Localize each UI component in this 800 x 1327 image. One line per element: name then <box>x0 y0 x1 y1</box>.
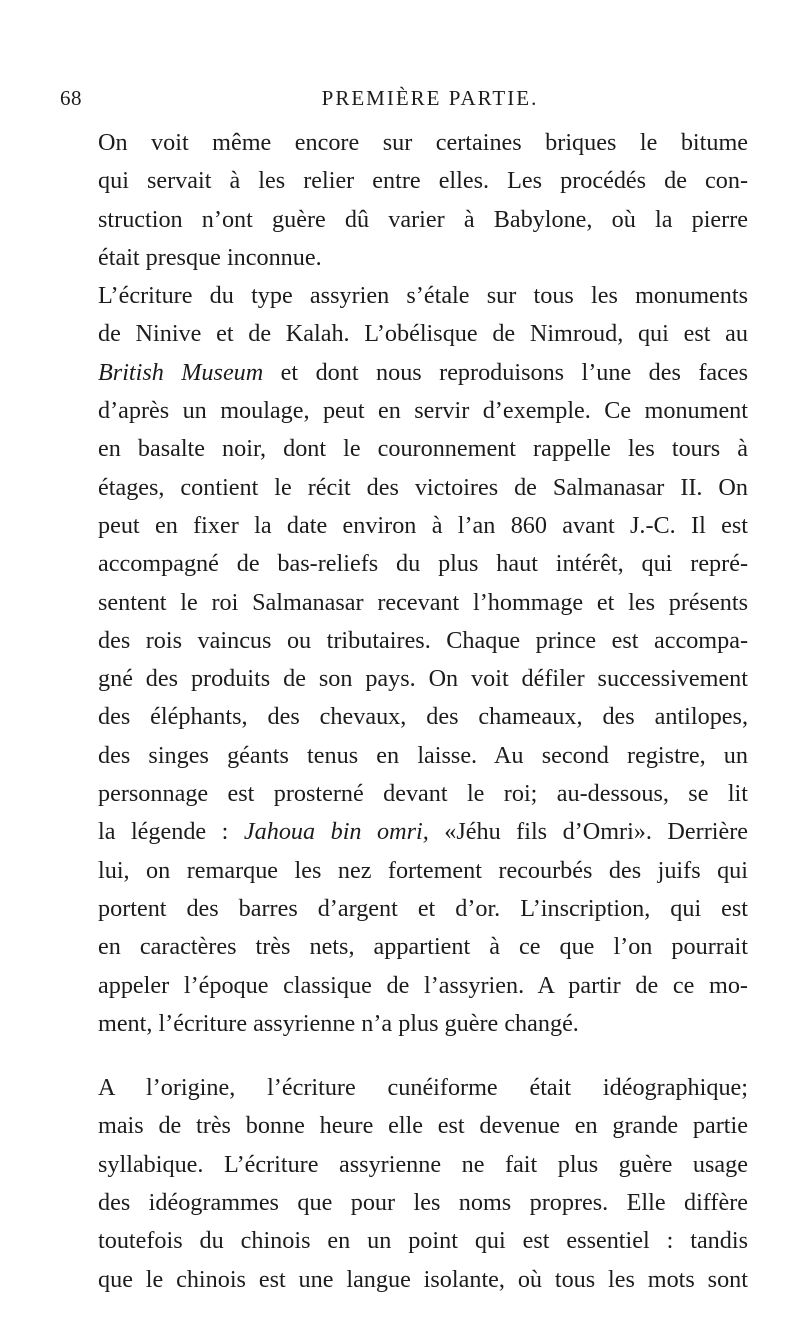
body-text <box>62 124 748 1299</box>
running-head: PREMIÈRE PARTIE. <box>321 86 539 110</box>
page-number: 68 <box>60 86 82 110</box>
text-line: des rois vaincus ou tributaires. Chaque prince est accompa- <box>98 626 748 654</box>
text-fragment: et dont nous reproduisons l’une des faces <box>263 358 749 386</box>
text-line: appeler l’époque classique de l’assyrien. A partir de ce mo- <box>98 971 748 999</box>
text-line: On voit même encore sur certaines briques le bitume <box>98 129 748 156</box>
text-line: ment, l’écriture assyrienne n’a plus guère changé. <box>98 1009 579 1037</box>
italic-museum-name: British Museum <box>98 358 264 386</box>
text-line: qui servait à les relier entre elles. Les procédés de con- <box>98 167 748 195</box>
text-line: en basalte noir, dont le couronnement rappelle les tours à <box>98 435 748 463</box>
text-line: syllabique. L’écriture assyrienne ne fait plus guère usage <box>98 1150 748 1178</box>
italic-inscription: Jahoua bin omri, <box>243 818 429 846</box>
text-line: lui, on remarque les nez fortement recourbés des juifs qui <box>98 856 748 884</box>
text-line: portent des barres d’argent et d’or. L’inscription, qui est <box>98 894 748 922</box>
text-line: accompagné de bas-reliefs du plus haut intérêt, qui repré- <box>98 550 748 578</box>
text-line: des idéogrammes que pour les noms propres. Elle diffère <box>98 1189 748 1217</box>
text-line: personnage est prosterné devant le roi; au-dessous, se lit <box>98 780 748 808</box>
text-line: gné des produits de son pays. On voit défiler successivement <box>98 665 748 693</box>
text-line: L’écriture du type assyrien s’étale sur tous les monuments <box>98 282 748 310</box>
text-line: des éléphants, des chevaux, des chameaux, des antilopes, <box>98 703 748 731</box>
text-line: en caractères très nets, appartient à ce que l’on pourrait <box>98 933 748 961</box>
paragraph-1 <box>62 124 748 277</box>
text-line: toutefois du chinois en un point qui est essentiel : tandis <box>98 1227 748 1255</box>
paragraph-spacer <box>62 1043 748 1069</box>
text-fragment: la légende : <box>98 818 244 846</box>
text-line: était presque inconnue. <box>98 243 322 271</box>
text-line: des singes géants tenus en laisse. Au second registre, un <box>98 741 748 769</box>
text-line: A l’origine, l’écriture cunéiforme était idéographique; <box>98 1074 748 1102</box>
text-line: étages, contient le récit des victoires de Salmanasar II. On <box>98 473 748 501</box>
text-line: mais de très bonne heure elle est devenue en grande partie <box>98 1112 748 1140</box>
text-line: que le chinois est une langue isolante, où tous les mots sont <box>98 1265 748 1293</box>
text-line: peut en fixer la date environ à l’an 860 avant J.-C. Il est <box>98 511 748 539</box>
text-line: de Ninive et de Kalah. L’obélisque de Nimroud, qui est au <box>98 320 748 348</box>
text-line: struction n’ont guère dû varier à Babylone, où la pierre <box>98 205 748 233</box>
paragraph-2 <box>62 277 748 1043</box>
text-line: d’après un moulage, peut en servir d’exemple. Ce monument <box>98 397 748 425</box>
text-line: sentent le roi Salmanasar recevant l’hommage et les présents <box>98 588 748 616</box>
text-fragment: «Jéhu fils d’Omri». Derrière <box>428 818 748 846</box>
text-line <box>62 354 748 392</box>
text-line <box>62 813 748 851</box>
page-header <box>60 86 760 116</box>
paragraph-3 <box>62 1069 748 1299</box>
